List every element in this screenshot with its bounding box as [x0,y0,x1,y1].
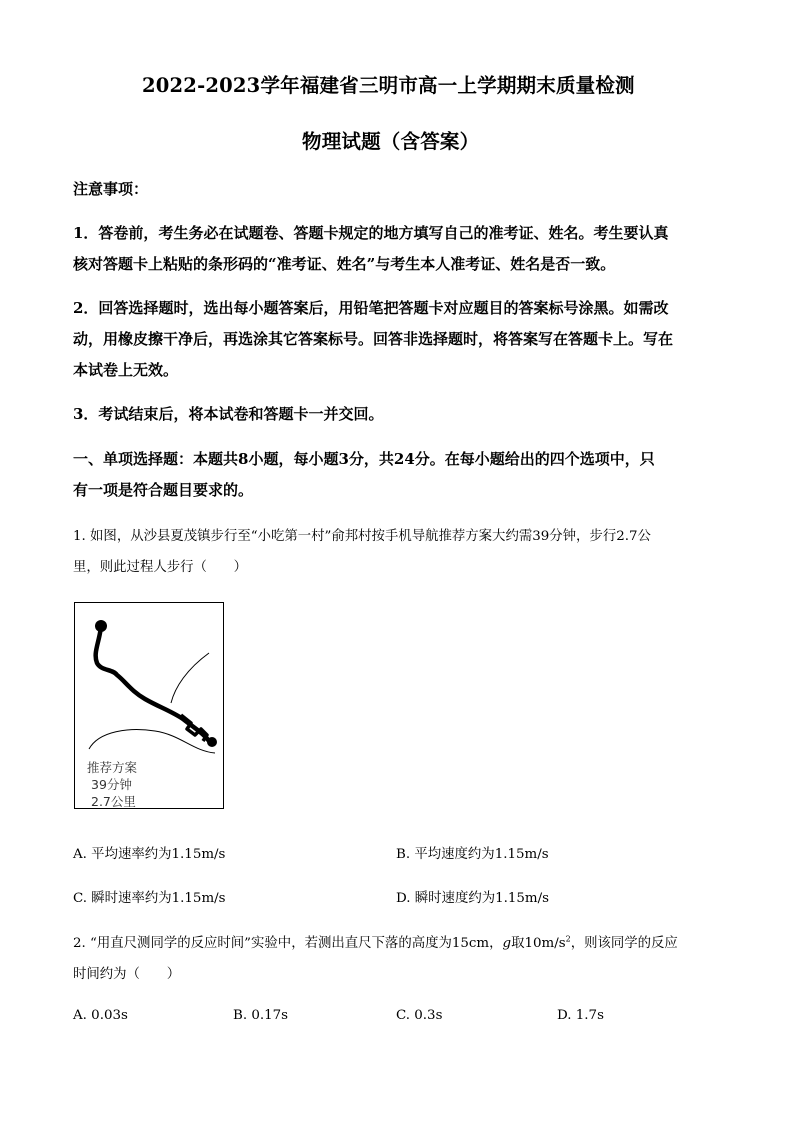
question-2-line-1-part-c: ，则该同学的反应 [570,936,678,951]
question-1-line-1: 1. 如图，从沙县夏茂镇步行至“小吃第一村”俞邦村按手机导航推荐方案大约需39分钟，步行2.7公 [73,529,651,544]
question-2-option-d: D. 1.7s [557,1008,604,1023]
gravity-symbol: g [502,936,512,951]
question-2-line-2: 时间约为（ ） [73,967,181,982]
question-1-option-a: A. 平均速率约为1.15m/s [73,847,226,862]
notice-item-2-line-3: 本试卷上无效。 [73,361,179,379]
notice-item-2-line-2: 动，用橡皮擦干净后，再选涂其它答案标号。回答非选择题时，将答案写在答题卡上。写在 [73,330,674,348]
page-subtitle: 物理试题（含答案） [302,130,480,153]
map-label-recommended-plan: 推荐方案 [87,760,138,775]
navigation-map-figure [74,602,224,809]
map-label-duration: 39分钟 [91,777,132,792]
question-2-option-c: C. 0.3s [396,1008,443,1023]
section-1-heading-line-2: 有一项是符合题目要求的。 [73,481,254,499]
question-2-line-1-part-a: 2. “用直尺测同学的反应时间”实验中，若测出直尺下落的高度为15cm， [73,936,503,951]
page-title: 2022-2023学年福建省三明市高一上学期期末质量检测 [142,74,635,97]
question-1-option-d: D. 瞬时速度约为1.15m/s [396,891,550,906]
question-1-line-2: 里，则此过程人步行（ ） [73,560,248,575]
notice-item-1-line-2: 核对答题卡上粘贴的条形码的“准考证、姓名”与考生本人准考证、姓名是否一致。 [73,255,616,273]
exponent: 2 [565,934,571,944]
question-2-line-1-part-b: 取10m/s [511,936,566,951]
notice-item-2-line-1: 2．回答选择题时，选出每小题答案后，用铅笔把答题卡对应题目的答案标号涂黑。如需改 [73,299,669,317]
question-1-option-c: C. 瞬时速率约为1.15m/s [73,891,226,906]
section-1-heading-line-1: 一、单项选择题：本题共8小题，每小题3分，共24分。在每小题给出的四个选项中，只 [73,450,655,468]
notice-item-1-line-1: 1．答卷前，考生务必在试题卷、答题卡规定的地方填写自己的准考证、姓名。考生要认真 [73,224,669,242]
question-2-option-a: A. 0.03s [73,1008,128,1023]
question-1-option-b: B. 平均速度约为1.15m/s [396,847,549,862]
question-2-option-b: B. 0.17s [233,1008,289,1023]
notice-heading: 注意事项： [73,180,149,198]
question-2-line-1 [73,932,678,951]
notice-item-3: 3．考试结束后，将本试卷和答题卡一并交回。 [73,405,384,423]
map-label-distance: 2.7公里 [91,794,136,809]
